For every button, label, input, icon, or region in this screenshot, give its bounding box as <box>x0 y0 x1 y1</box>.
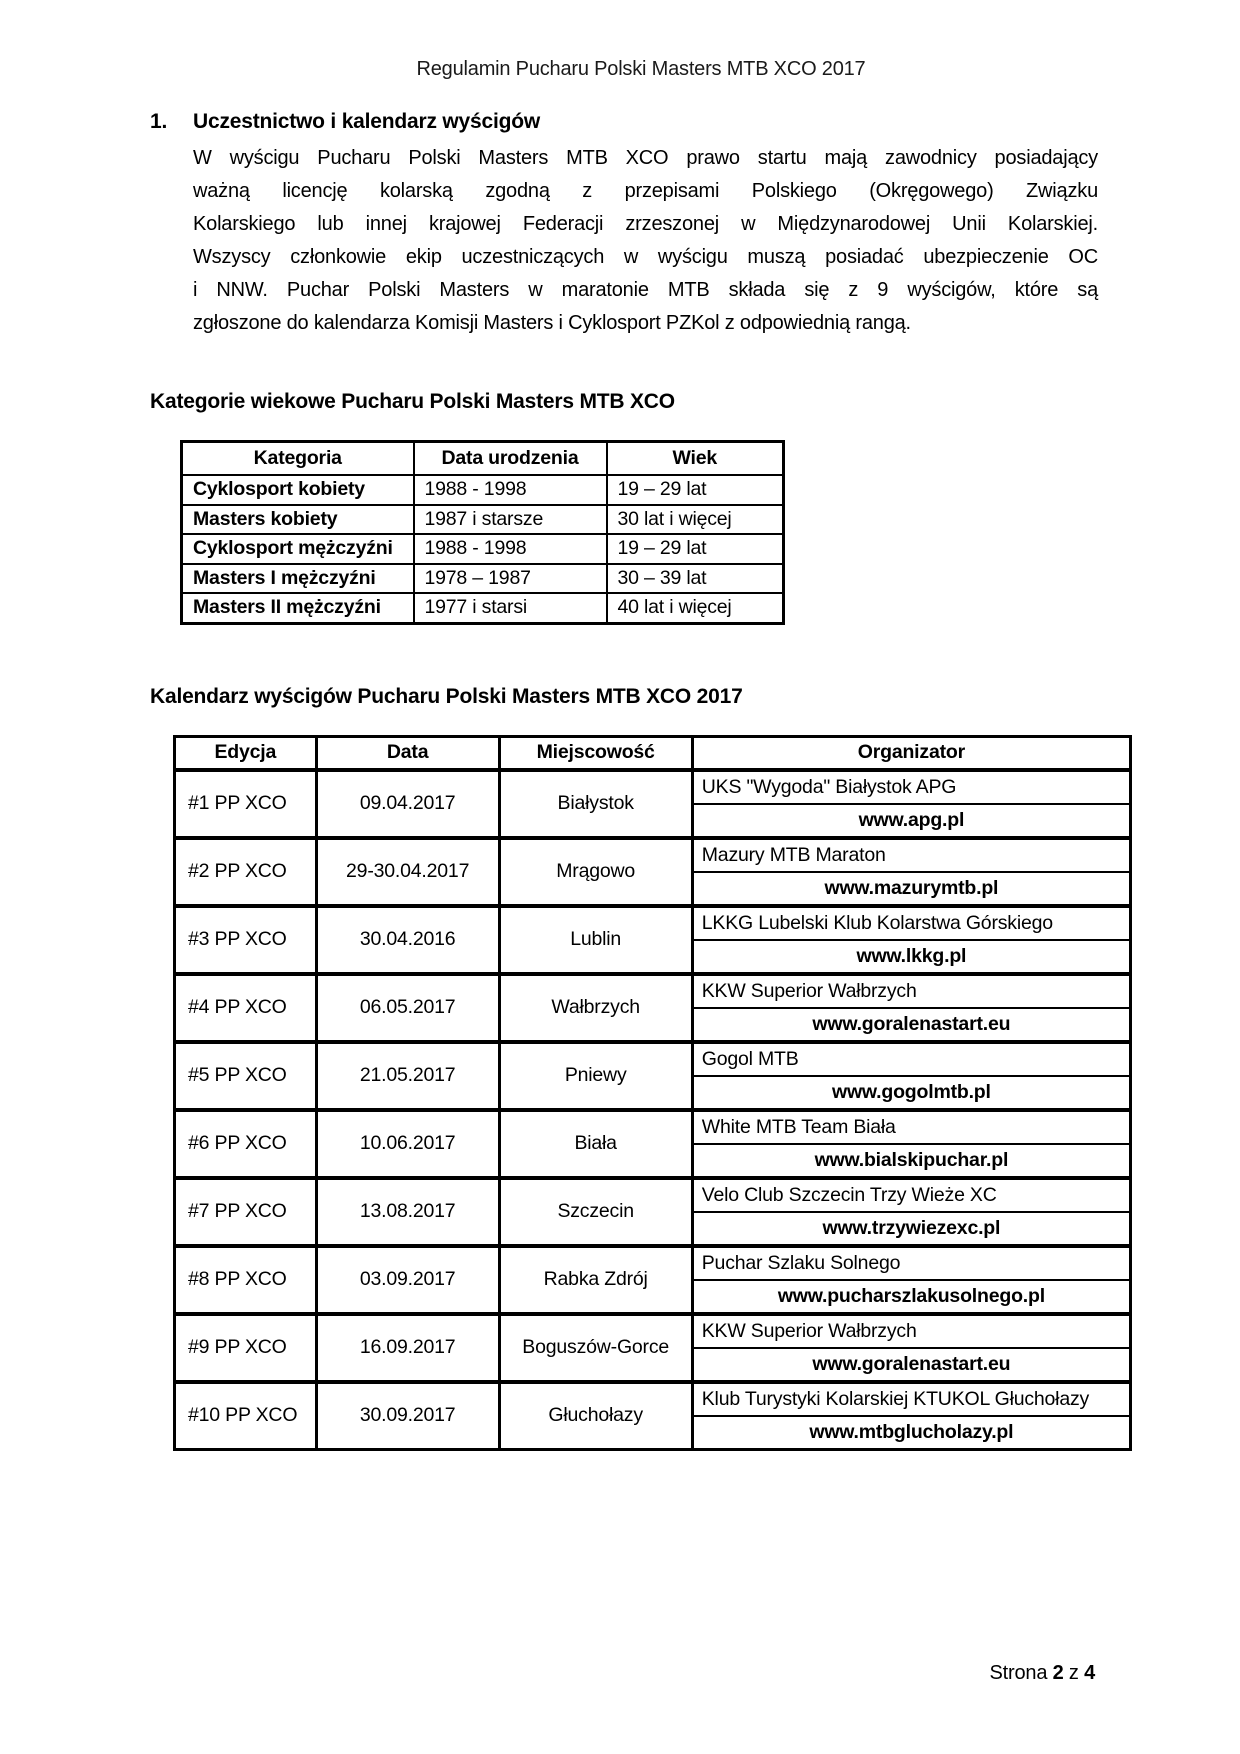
date-cell: 16.09.2017 <box>316 1314 499 1382</box>
race-row <box>175 1382 1131 1416</box>
paragraph-line: Wszyscy członkowie ekip uczestniczących w wyścigu muszą posiadać ubezpieczenie OC <box>193 246 1098 268</box>
category-cell: Masters I mężczyźni <box>182 564 414 594</box>
race-row <box>175 1110 1131 1144</box>
organizer-website-cell: www.pucharszlakusolnego.pl <box>692 1280 1130 1314</box>
column-header-data: Data <box>316 736 499 770</box>
column-header-kategoria: Kategoria <box>182 442 414 476</box>
age-cell: 30 lat i więcej <box>607 505 784 535</box>
place-cell: Wałbrzych <box>499 974 692 1042</box>
calendar-heading: Kalendarz wyścigów Pucharu Polski Masters MTB XCO 2017 <box>150 684 743 708</box>
organizer-website-cell: www.goralenastart.eu <box>692 1008 1130 1042</box>
edition-cell: #10 PP XCO <box>175 1382 317 1450</box>
table-header-row <box>182 442 784 476</box>
age-cell: 40 lat i więcej <box>607 593 784 623</box>
place-cell: Mrągowo <box>499 838 692 906</box>
organizer-name-cell: KKW Superior Wałbrzych <box>692 974 1130 1008</box>
organizer-website-cell: www.gogolmtb.pl <box>692 1076 1130 1110</box>
document-title: Regulamin Pucharu Polski Masters MTB XCO 2017 <box>416 58 866 80</box>
category-cell: Masters II mężczyźni <box>182 593 414 623</box>
organizer-name-cell: Klub Turystyki Kolarskiej KTUKOL Głuchołazy <box>692 1382 1130 1416</box>
category-cell: Cyklosport mężczyźni <box>182 534 414 564</box>
place-cell: Pniewy <box>499 1042 692 1110</box>
organizer-website-cell: www.mazurymtb.pl <box>692 872 1130 906</box>
column-header-wiek: Wiek <box>607 442 784 476</box>
birth-year-cell: 1988 - 1998 <box>414 475 607 505</box>
age-cell: 19 – 29 lat <box>607 475 784 505</box>
section-title: Uczestnictwo i kalendarz wyścigów <box>193 110 541 133</box>
edition-cell: #9 PP XCO <box>175 1314 317 1382</box>
organizer-name-cell: Gogol MTB <box>692 1042 1130 1076</box>
page-footer <box>990 1662 1095 1685</box>
footer-total-pages: 4 <box>1084 1662 1095 1684</box>
race-row <box>175 906 1131 940</box>
organizer-name-cell: Velo Club Szczecin Trzy Wieże XC <box>692 1178 1130 1212</box>
calendar-table <box>173 735 1132 1451</box>
table-header-row <box>175 736 1131 770</box>
race-row <box>175 838 1131 872</box>
place-cell: Szczecin <box>499 1178 692 1246</box>
category-row <box>182 475 784 505</box>
birth-year-cell: 1978 – 1987 <box>414 564 607 594</box>
place-cell: Głuchołazy <box>499 1382 692 1450</box>
footer-page-number: 2 <box>1052 1662 1064 1684</box>
category-row <box>182 564 784 594</box>
age-cell: 30 – 39 lat <box>607 564 784 594</box>
paragraph-line: W wyścigu Pucharu Polski Masters MTB XCO prawo startu mają zawodnicy posiadający <box>193 147 1098 169</box>
category-cell: Masters kobiety <box>182 505 414 535</box>
category-row <box>182 593 784 623</box>
date-cell: 13.08.2017 <box>316 1178 499 1246</box>
paragraph-line: Kolarskiego lub innej krajowej Federacji zrzeszonej w Międzynarodowej Unii Kolarskiej. <box>193 213 1098 235</box>
birth-year-cell: 1977 i starsi <box>414 593 607 623</box>
place-cell: Lublin <box>499 906 692 974</box>
edition-cell: #4 PP XCO <box>175 974 317 1042</box>
age-cell: 19 – 29 lat <box>607 534 784 564</box>
edition-cell: #5 PP XCO <box>175 1042 317 1110</box>
paragraph-line: ważną licencję kolarską zgodną z przepisami Polskiego (Okręgowego) Związku <box>193 180 1098 202</box>
place-cell: Biała <box>499 1110 692 1178</box>
footer-separator: z <box>1063 1662 1085 1684</box>
organizer-website-cell: www.apg.pl <box>692 804 1130 838</box>
organizer-name-cell: Puchar Szlaku Solnego <box>692 1246 1130 1280</box>
organizer-website-cell: www.mtbglucholazy.pl <box>692 1416 1130 1450</box>
organizer-name-cell: KKW Superior Wałbrzych <box>692 1314 1130 1348</box>
date-cell: 03.09.2017 <box>316 1246 499 1314</box>
column-header-data-urodzenia: Data urodzenia <box>414 442 607 476</box>
organizer-name-cell: White MTB Team Biała <box>692 1110 1130 1144</box>
edition-cell: #1 PP XCO <box>175 770 317 838</box>
section-number: 1. <box>150 110 168 133</box>
edition-cell: #6 PP XCO <box>175 1110 317 1178</box>
date-cell: 30.09.2017 <box>316 1382 499 1450</box>
date-cell: 29-30.04.2017 <box>316 838 499 906</box>
race-row <box>175 1042 1131 1076</box>
organizer-name-cell: UKS "Wygoda" Białystok APG <box>692 770 1130 804</box>
page-content <box>150 0 1132 1451</box>
category-row <box>182 505 784 535</box>
categories-heading: Kategorie wiekowe Pucharu Polski Masters MTB XCO <box>150 390 675 413</box>
date-cell: 10.06.2017 <box>316 1110 499 1178</box>
race-row <box>175 770 1131 804</box>
organizer-name-cell: Mazury MTB Maraton <box>692 838 1130 872</box>
birth-year-cell: 1988 - 1998 <box>414 534 607 564</box>
edition-cell: #3 PP XCO <box>175 906 317 974</box>
race-row <box>175 974 1131 1008</box>
place-cell: Boguszów-Gorce <box>499 1314 692 1382</box>
race-row <box>175 1314 1131 1348</box>
column-header-miejscowosc: Miejscowość <box>499 736 692 770</box>
date-cell: 30.04.2016 <box>316 906 499 974</box>
paragraph-line: i NNW. Puchar Polski Masters w maratonie MTB składa się z 9 wyścigów, które są <box>193 279 1098 301</box>
column-header-organizator: Organizator <box>692 736 1130 770</box>
section-1-paragraph <box>193 142 1098 340</box>
date-cell: 21.05.2017 <box>316 1042 499 1110</box>
footer-prefix: Strona <box>989 1662 1053 1684</box>
organizer-website-cell: www.trzywiezexc.pl <box>692 1212 1130 1246</box>
place-cell: Białystok <box>499 770 692 838</box>
race-row <box>175 1178 1131 1212</box>
organizer-website-cell: www.lkkg.pl <box>692 940 1130 974</box>
race-row <box>175 1246 1131 1280</box>
age-categories-table <box>180 440 785 625</box>
birth-year-cell: 1987 i starsze <box>414 505 607 535</box>
category-row <box>182 534 784 564</box>
organizer-name-cell: LKKG Lubelski Klub Kolarstwa Górskiego <box>692 906 1130 940</box>
organizer-website-cell: www.goralenastart.eu <box>692 1348 1130 1382</box>
place-cell: Rabka Zdrój <box>499 1246 692 1314</box>
paragraph-line: zgłoszone do kalendarza Komisji Masters i Cyklosport PZKol z odpowiednią rangą. <box>193 312 911 334</box>
date-cell: 06.05.2017 <box>316 974 499 1042</box>
date-cell: 09.04.2017 <box>316 770 499 838</box>
edition-cell: #2 PP XCO <box>175 838 317 906</box>
organizer-website-cell: www.bialskipuchar.pl <box>692 1144 1130 1178</box>
category-cell: Cyklosport kobiety <box>182 475 414 505</box>
edition-cell: #7 PP XCO <box>175 1178 317 1246</box>
column-header-edycja: Edycja <box>175 736 317 770</box>
edition-cell: #8 PP XCO <box>175 1246 317 1314</box>
section-1-heading <box>150 108 1132 135</box>
